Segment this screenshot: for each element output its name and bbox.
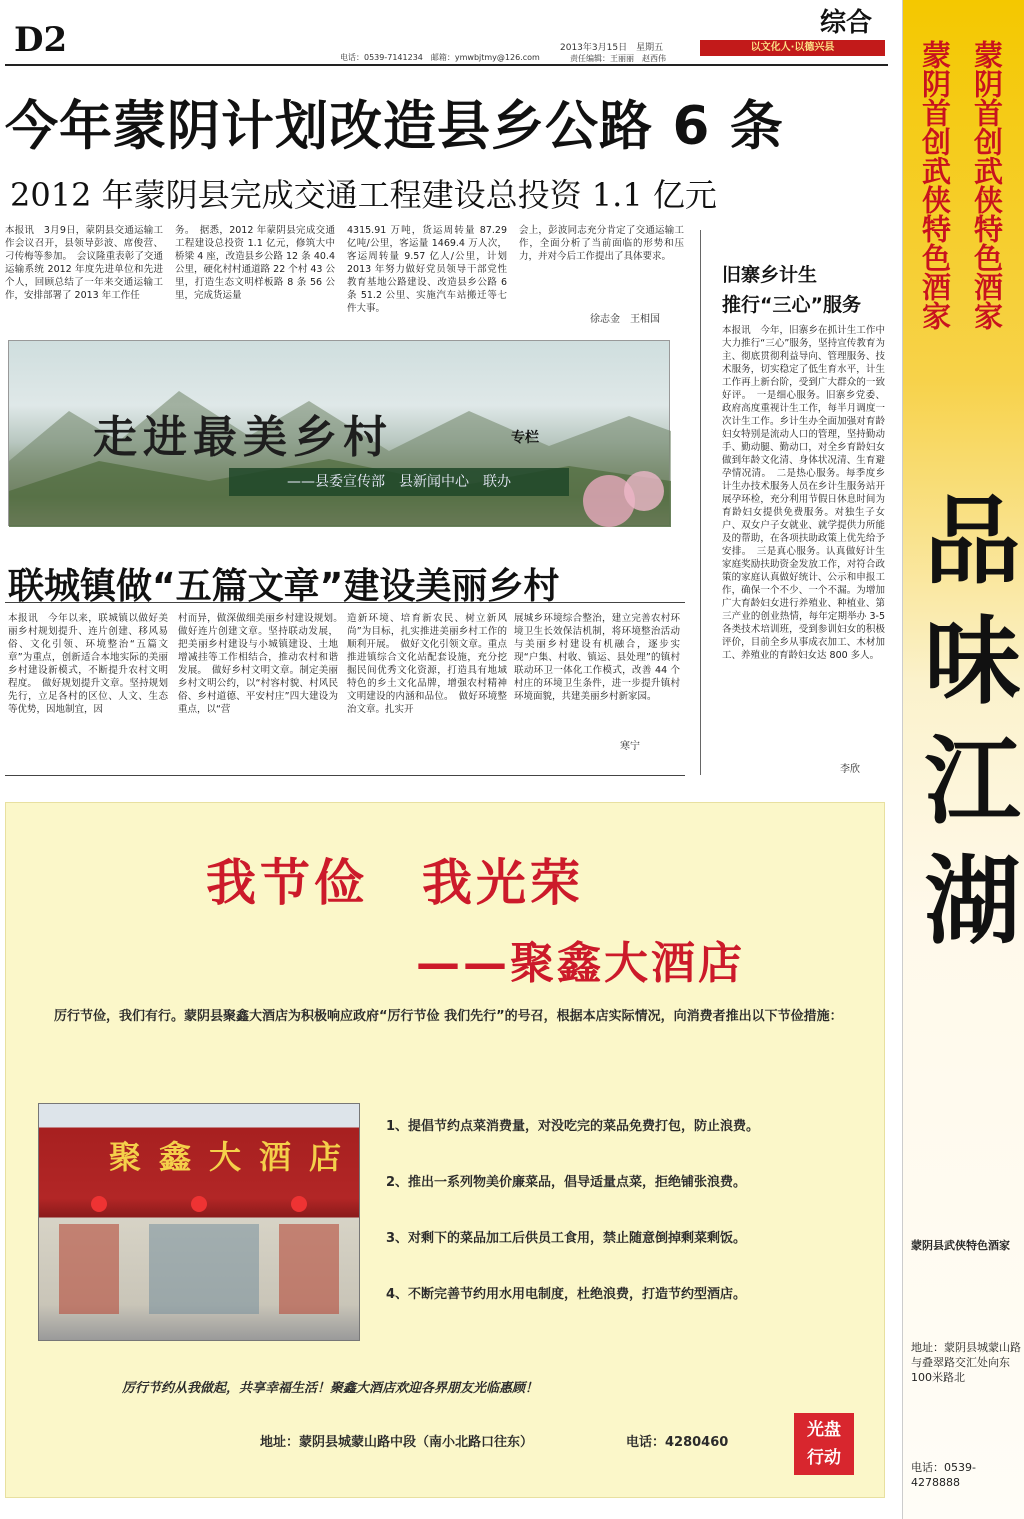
banner-title-suffix: 专栏 [511,430,539,446]
lead-byline: 徐志金 王相国 [590,314,660,325]
section-title: 综合 [820,8,873,38]
issue-date: 2013年3月15日 星期五 [560,43,664,53]
story2-rule [5,602,685,603]
sidebar-ad [902,0,1024,1519]
story2-column-3: 造新环境、培育新农民、树立新风尚”为目标，扎实推进美丽乡村工作的顺利开展。 做好文化引领文章。重点推进镇综合文化站配套设施，充分挖掘民间优秀文化资源，打造具有地域特色的乡土文化品牌，增强农村精神文明建设的内涵和品位。 做好环境整治文章。扎实开 [347,613,507,715]
story2-column-1: 本报讯 今年以来，联城镇以做好美丽乡村规划提升、连片创建、移风易俗、文化引领、环境整治“五篇文章”为重点，创新适合本地实际的美丽乡村建设新模式，不断提升农村文明程度。 做好规划提升文章。坚持规划先行，立足各村的区位、人文、生态等优势，因地制宜，因 [8,613,168,715]
story2-column-2: 村而异，做深做细美丽乡村建设规划。 做好连片创建文章。坚持联动发展，把美丽乡村建设与小城镇建设、土地增减挂等工作相结合，推动农村和谐发展。 做好乡村文明文章。制定美丽乡村文明公约，以“村容村貌、村风民俗、乡村道德、平安村庄”四大建设为重点，以“营 [178,613,348,715]
restaurant-sign: 聚鑫大酒店 [109,1138,360,1176]
banner-title: 走进最美乡村 [93,412,393,463]
ad-closing: 厉行节约从我做起，共享幸福生活！聚鑫大酒店欢迎各界朋友光临惠顾！ [122,1381,539,1396]
sidebar-big-title: 品味江湖 [909,490,1022,970]
story2-bottom-rule [5,775,685,776]
ad-item-3: 3、对剩下的菜品加工后供员工食用，禁止随意倒掉剩菜剩饭。 [386,1231,747,1246]
lead-subhead: 2012 年蒙阴县完成交通工程建设总投资 1.1 亿元 [10,176,717,214]
feature-banner [8,340,670,526]
story2-headline: 联城镇做“五篇文章”建设美丽乡村 [8,566,560,607]
editors: 责任编辑：王丽丽 赵西伟 [570,54,666,63]
sidebar-slogan-left: 蒙阴首创武侠特色酒家 [918,40,952,330]
column-separator [700,230,701,775]
ad-address: 地址：蒙阴县城蒙山路中段（南小北路口往东） [260,1435,534,1450]
lead-column-3: 4315.91 万吨，货运周转量 87.29 亿吨/公里，客运量 1469.4 万人次，客运周转量 9.57 亿人/公里，计划 2013 年努力做好党员领导干部党性教育基地公路建设、改造县乡公路 6 条 51.2 公里、实施汽车站搬迁等七件大事。 [347,225,507,314]
story2-byline: 寒宁 [620,741,640,752]
ad-intro: 厉行节俭，我们有行。蒙阴县聚鑫大酒店为积极响应政府“厉行节俭 我们先行”的号召，根据本店实际情况，向消费者推出以下节俭措施： [54,1009,843,1024]
ad-item-1: 1、提倡节约点菜消费量，对没吃完的菜品免费打包，防止浪费。 [386,1119,760,1134]
side-story-title-1: 旧寨乡计生 [722,264,818,286]
stamp-line-2: 行动 [807,1448,841,1468]
ad-subtitle: ——聚鑫大酒店 [416,938,745,989]
side-story-body: 本报讯 今年，旧寨乡在抓计生工作中大力推行“三心”服务，坚持宣传教育为主、彻底贯彻利益导向、管理服务、技术服务，切实稳定了低生育水平，计生工作再上新台阶，受到广大群众的一致好评。 一是细心服务。旧寨乡党委、政府高度重视计生工作，每半月调度一次计生工作。乡计生办全面加强对育龄妇女特别是流动人口的管理，坚持勤动手、勤动腿、勤动口，对全乡育龄妇女做到年龄文化清、身体状况清、生育避孕情况清。 二是热心服务。每季度乡计生办技术服务人员在乡计生服务站开展孕环检，充分利用节假日休息时间为育龄妇女提供免费服务。对独生子女户、双女户子女就业、就学提供力所能及的帮助，在各项扶助政策上优先给予安排。 三是真心服务。认真做好计生家庭奖励扶助资金发放工作，对符合政策的家庭认真做好统计、公示和申报工作，确保一个不少、一个不漏。为增加广大育龄妇女进行养殖业、种植业、第三产业的创业热情，每年定期举办 3-5 各类技术培训班，受到参训妇女的积极评价，目前全乡从事成衣加工、木材加工、养殖业的育龄妇女达 800 多人。 [722,325,885,661]
clean-plate-stamp [794,1413,854,1475]
ad-phone: 电话：4280460 [626,1435,729,1450]
page-number: D2 [14,20,68,60]
ad-item-4: 4、不断完善节约用水用电制度，杜绝浪费，打造节约型酒店。 [386,1287,747,1302]
restaurant-photo [38,1103,360,1341]
lead-column-1: 本报讯 3月9日，蒙阴县交通运输工作会议召开，县领导彭波、席俊营、刁传梅等参加。 会议隆重表彰了交通运输系统 2012 年度先进单位和先进个人，回顾总结了一年来交通运输工作，安排部署了 2013 年工作任 [5,225,163,301]
lead-column-4: 会上，彭波同志充分肯定了交通运输工作，全面分析了当前面临的形势和压力，并对今后工作提出了具体要求。 [519,225,684,262]
story2-column-4: 展城乡环境综合整治，建立完善农村环境卫生长效保洁机制，将环境整治活动与美丽乡村建设有机融合，逐步实现“户集、村收、镇运、县处理”的镇村联动环卫一体化工作模式，改善 44 个村庄的环境卫生条件，进一步提升镇村环境面貌，共建美丽乡村新家园。 [514,613,680,702]
banner-subtitle: ——县委宣传部 县新闻中心 联办 [229,468,569,496]
sidebar-tagline: 蒙阴县武侠特色酒家 [911,1239,1010,1252]
sidebar-address: 地址：蒙阴县城蒙山路与叠翠路交汇处向东100米路北 [911,1341,1021,1384]
side-story-byline: 李欣 [840,764,860,775]
stamp-line-1: 光盘 [807,1420,841,1440]
ad-item-2: 2、推出一系列物美价廉菜品，倡导适量点菜，拒绝铺张浪费。 [386,1175,747,1190]
side-story-title-2: 推行“三心”服务 [722,294,861,316]
lead-column-2: 务。 据悉，2012 年蒙阴县完成交通工程建设总投资 1.1 亿元，修筑大中桥梁 4 座，改造县乡公路 12 条 40.4 公里，硬化村村通道路 22 个村 43 公里，打造生态文明样板路 8 条 56 公里，完成货运量 [175,225,335,301]
masthead-rule [5,64,888,66]
ad-title: 我节俭 我光荣 [206,854,584,912]
header-slogan: 以文化人·以德兴县 [700,40,885,56]
sidebar-slogan-right: 蒙阴首创武侠特色酒家 [970,40,1004,330]
lead-headline: 今年蒙阴计划改造县乡公路 6 条 [5,96,784,157]
storefront-illustration [39,1104,361,1342]
sidebar-phone: 电话：0539-4278888 [911,1461,976,1489]
advertisement [5,802,885,1498]
contact-info: 电话：0539-7141234 邮箱：ymwbjtmy@126.com [340,53,540,62]
